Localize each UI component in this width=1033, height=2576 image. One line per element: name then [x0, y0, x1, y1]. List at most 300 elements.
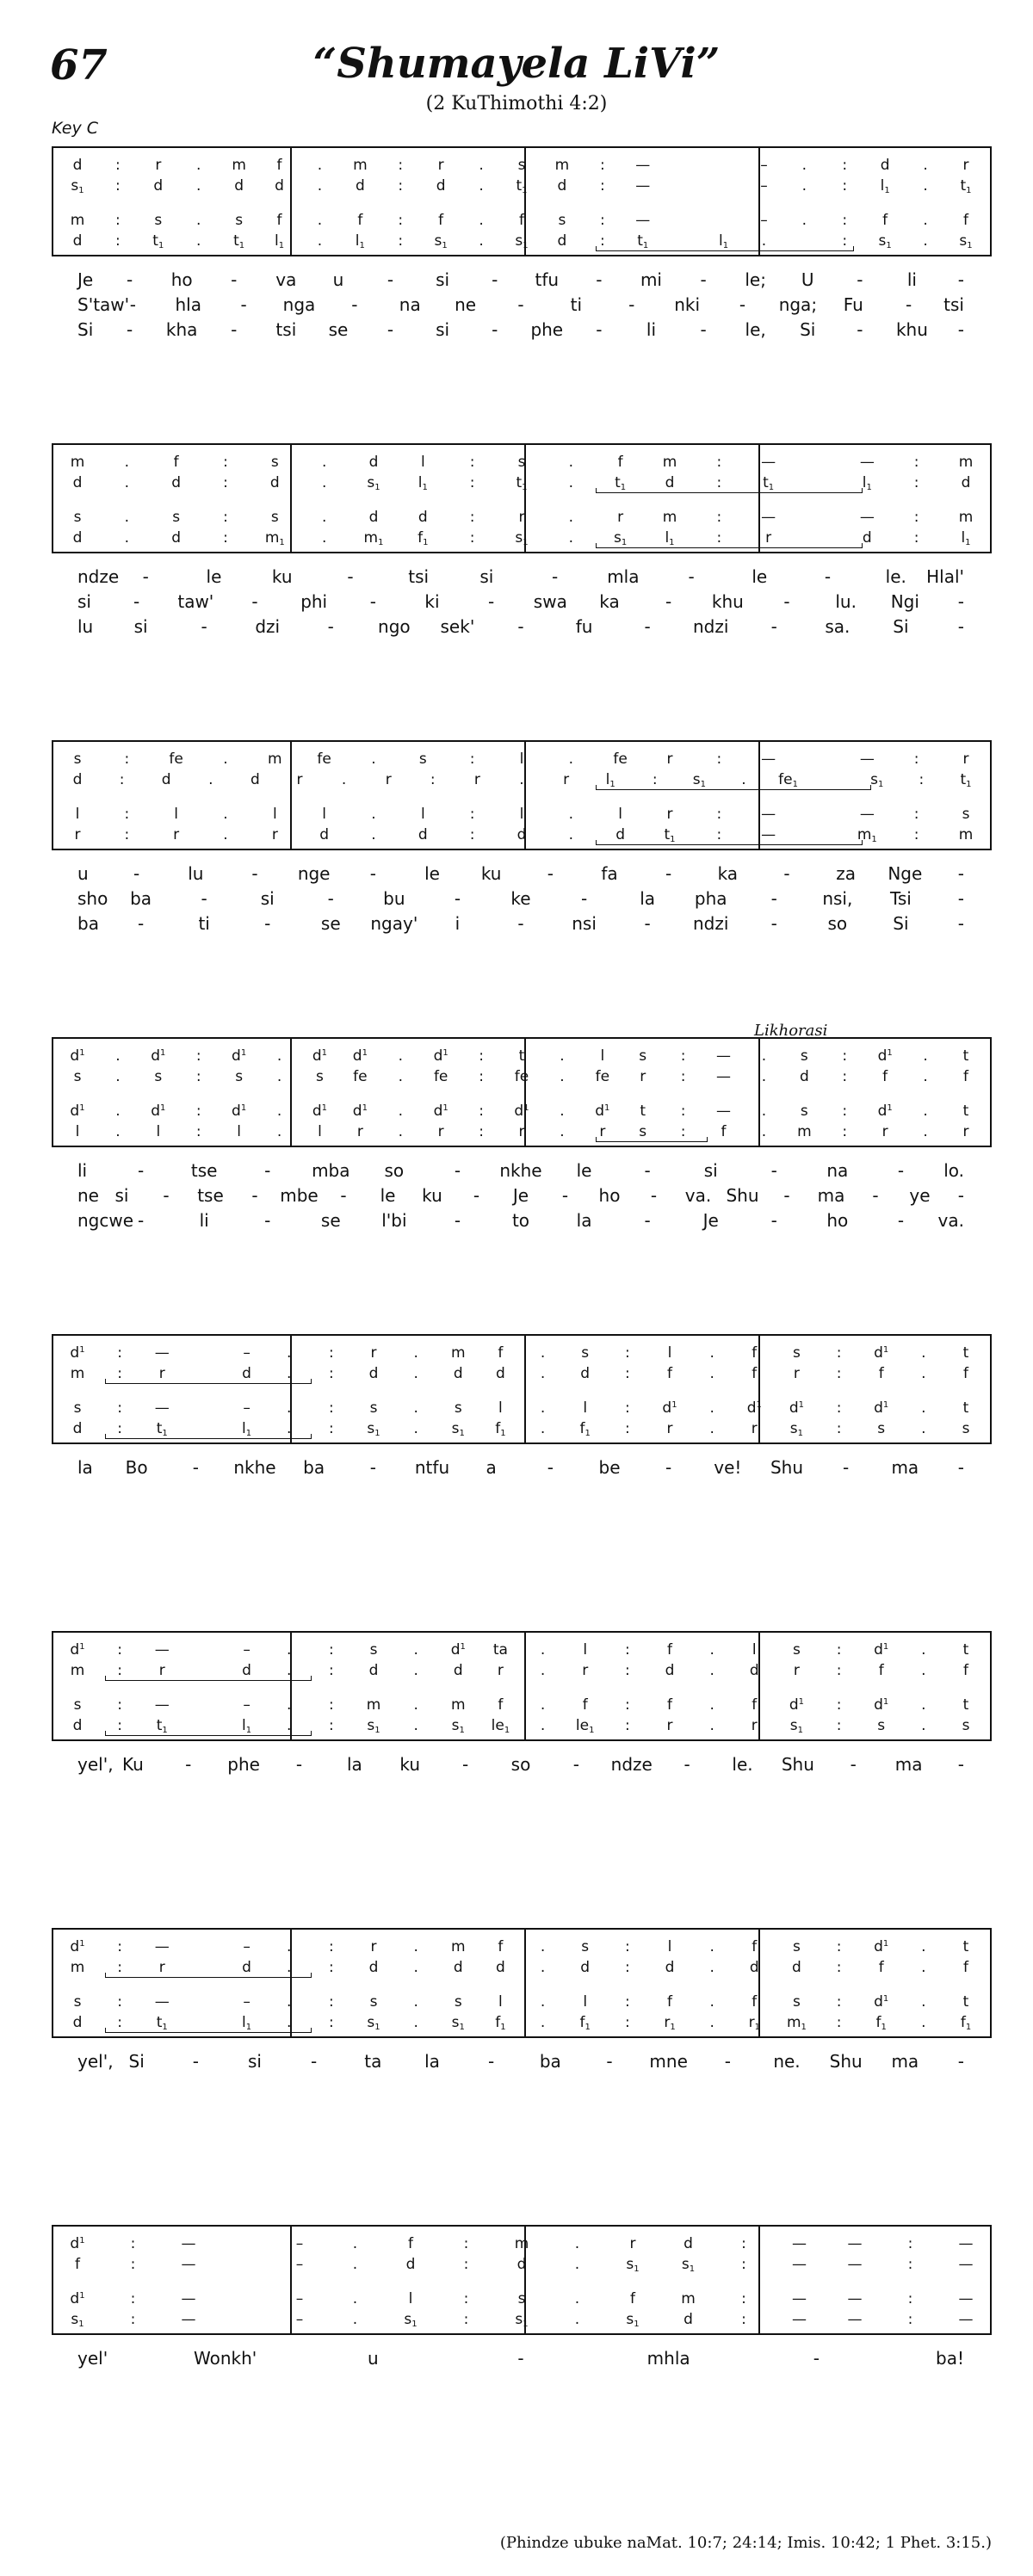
note-cell: d	[72, 2014, 83, 2031]
note-cell: :	[398, 212, 404, 229]
lyric-syllable: -	[251, 863, 258, 884]
note-cell: s	[369, 1993, 378, 2011]
note-cell: .	[568, 509, 574, 526]
note-cell: .	[761, 1068, 767, 1085]
note-cell: d	[418, 509, 428, 526]
note-cell: .	[413, 1365, 418, 1382]
note-cell: f	[963, 1068, 968, 1085]
note-cell: :	[599, 212, 605, 229]
note-cell: .	[540, 1696, 546, 1714]
note-cell: .	[413, 1959, 418, 1976]
lyric-syllable: -	[133, 863, 140, 884]
note-cell: .	[371, 826, 376, 843]
voice-row-3	[53, 1993, 990, 2011]
note-cell: .	[709, 1938, 714, 1955]
note-cell: $d^1$	[874, 1993, 889, 2011]
note-cell: f	[408, 2235, 413, 2252]
lyric-syllable: -	[185, 1754, 192, 1775]
note-cell: d	[72, 1717, 83, 1734]
note-cell: r	[158, 1365, 165, 1382]
note-cell: l	[752, 1641, 757, 1659]
note-cell: :	[328, 1696, 334, 1714]
note-cell: .	[568, 751, 574, 768]
note-cell: .	[352, 2256, 358, 2273]
note-cell: s	[792, 1344, 801, 1362]
note-cell: d	[242, 1959, 251, 1976]
note-cell: d	[792, 1959, 801, 1976]
lyric-syllable: -	[724, 2051, 731, 2072]
note-cell: t	[962, 1047, 969, 1065]
note-cell: $d^1$	[874, 1399, 889, 1417]
note-cell: $t_1$	[763, 474, 775, 492]
note-cell: :	[836, 2014, 842, 2031]
note-cell: —	[154, 1696, 170, 1714]
note-cell: m	[70, 212, 85, 229]
note-cell: .	[574, 2256, 580, 2273]
lyric-syllable: ho	[598, 1185, 621, 1206]
note-cell: .	[709, 1365, 714, 1382]
lyric-syllable: -	[231, 269, 238, 290]
note-cell: d	[453, 1365, 463, 1382]
lyric-syllable: -	[201, 616, 207, 637]
note-cell: r	[437, 157, 444, 174]
lyric-syllable: yel',	[77, 2051, 114, 2072]
song-number: 67	[50, 41, 108, 90]
note-cell: $s_1$	[367, 2014, 380, 2032]
note-cell: .	[223, 806, 228, 823]
note-cell: :	[223, 474, 228, 491]
note-cell: .	[398, 1047, 403, 1065]
note-cell: $f_1$	[960, 2014, 972, 2032]
note-cell: :	[624, 1399, 630, 1417]
lyric-syllable: -	[340, 1185, 347, 1206]
note-cell: :	[328, 1641, 334, 1659]
note-cell: .	[287, 1938, 292, 1955]
lyric-syllable: se	[328, 319, 349, 340]
lyric-syllable: -	[347, 566, 354, 587]
note-cell: :	[469, 806, 475, 823]
note-cell: s	[369, 1641, 378, 1659]
note-cell: .	[923, 212, 928, 229]
lyric-syllable: ba	[130, 888, 152, 909]
note-cell: s	[73, 751, 82, 768]
lyric-syllable: -	[492, 269, 498, 290]
lyric-syllable: -	[783, 591, 790, 612]
note-cell: r	[793, 1662, 800, 1679]
note-cell: r	[962, 1123, 969, 1140]
note-cell: d	[72, 157, 83, 174]
note-cell: .	[761, 1047, 767, 1065]
lyric-syllable: phi	[300, 591, 328, 612]
voice-row-4	[53, 2014, 990, 2031]
note-cell: :	[117, 1420, 122, 1437]
note-cell: $s_1$	[451, 2014, 465, 2032]
lyric-syllable: -	[201, 888, 207, 909]
music-system-8	[52, 2225, 992, 2335]
note-cell: $t_1$	[664, 826, 676, 844]
note-cell: —	[958, 2256, 974, 2273]
note-cell: f	[752, 1938, 758, 1955]
note-cell: r	[563, 771, 570, 788]
slur-line	[105, 1383, 312, 1384]
note-cell: f	[963, 1662, 968, 1679]
note-cell: fe	[613, 751, 628, 768]
note-cell: s	[154, 1068, 163, 1085]
note-cell: .	[761, 232, 767, 250]
note-cell: .	[801, 177, 807, 195]
note-cell: —	[859, 454, 875, 471]
note-cell: f	[276, 212, 282, 229]
note-cell: :	[836, 1420, 842, 1437]
note-cell: —	[958, 2311, 974, 2328]
note-cell: $s_1$	[451, 1420, 465, 1438]
note-cell: f	[963, 1959, 968, 1976]
voice-row-4	[53, 2311, 990, 2328]
note-cell: .	[921, 2014, 926, 2031]
note-cell: .	[921, 1399, 926, 1417]
footer-references: (Phindze ubuke naMat. 10:7; 24:14; Imis. 10:42; 1 Phet. 3:15.)	[499, 2534, 992, 2552]
note-cell: .	[709, 1399, 714, 1417]
lyric-syllable: -	[957, 1457, 964, 1478]
note-cell: —	[761, 826, 776, 843]
note-cell: f	[582, 1696, 588, 1714]
note-cell: f	[667, 1696, 672, 1714]
note-cell: –	[295, 2256, 304, 2273]
note-cell: :	[716, 529, 722, 547]
note-cell: .	[921, 1938, 926, 1955]
lyric-syllable: la	[576, 1210, 592, 1231]
lyric-syllable: yel'	[77, 2348, 108, 2369]
lyric-syllable: ndzi	[692, 913, 729, 934]
note-cell: :	[716, 454, 722, 471]
lyric-syllable: dzi	[255, 616, 281, 637]
note-cell: :	[913, 474, 919, 491]
note-cell: s	[962, 1717, 970, 1734]
note-cell: s	[454, 1993, 462, 2011]
chorus-label: Likhorasi	[754, 1022, 828, 1040]
note-cell: :	[469, 529, 475, 547]
note-cell: s	[454, 1399, 462, 1417]
lyric-syllable: -	[906, 294, 912, 315]
lyric-syllable: phe	[530, 319, 564, 340]
lyric-syllable: nsi	[572, 913, 597, 934]
note-cell: t	[962, 1993, 969, 2011]
note-cell: .	[276, 1068, 282, 1085]
note-cell: f	[617, 454, 623, 471]
note-cell: —	[761, 454, 776, 471]
note-cell: s	[800, 1103, 808, 1120]
lyric-line-1	[52, 1753, 992, 1776]
note-cell: $s_1$	[614, 529, 628, 547]
voice-row-3	[53, 806, 990, 823]
note-cell: m	[554, 157, 570, 174]
lyric-syllable: i	[455, 913, 461, 934]
note-cell: s	[73, 509, 82, 526]
note-cell: :	[115, 232, 121, 250]
note-cell: f	[667, 1641, 672, 1659]
note-cell: f	[752, 1365, 758, 1382]
note-cell: d	[453, 1959, 463, 1976]
note-cell: f	[498, 1344, 504, 1362]
note-cell: s	[172, 509, 181, 526]
note-cell: s	[316, 1068, 324, 1085]
note-cell: :	[842, 212, 848, 229]
note-cell: .	[413, 2014, 418, 2031]
note-cell: :	[652, 771, 658, 788]
note-cell: .	[923, 177, 928, 195]
lyric-syllable: -	[770, 913, 777, 934]
slur-line	[596, 492, 863, 493]
note-cell: .	[709, 1696, 714, 1714]
note-cell: –	[295, 2290, 304, 2307]
note-cell: .	[208, 771, 213, 788]
note-cell: s	[581, 1344, 590, 1362]
note-cell: f	[438, 212, 444, 229]
voice-row-4	[53, 826, 990, 843]
note-cell: :	[907, 2290, 913, 2307]
lyric-syllable: -	[192, 1457, 199, 1478]
lyric-syllable: ne.	[773, 2051, 801, 2072]
voice-row-2	[53, 474, 990, 491]
note-cell: .	[276, 1047, 282, 1065]
note-cell: .	[413, 1420, 418, 1437]
song-title: “Shumayela LiVi”	[312, 40, 721, 88]
note-cell: :	[599, 177, 605, 195]
note-cell: .	[923, 1103, 928, 1120]
lyric-syllable: S'taw'	[77, 294, 130, 315]
voice-row-1	[53, 1344, 990, 1362]
note-cell: l	[667, 1344, 672, 1362]
note-cell: $t_1$	[152, 232, 164, 250]
note-cell: .	[761, 1123, 767, 1140]
note-cell: :	[398, 232, 404, 250]
note-cell: .	[196, 232, 201, 250]
note-cell: $r_1$	[748, 2014, 760, 2032]
lyric-syllable: ku	[480, 863, 502, 884]
lyric-syllable: -	[770, 1210, 777, 1231]
lyric-syllable: ma	[891, 2051, 919, 2072]
note-cell: $d^1$	[789, 1399, 804, 1417]
voice-row-1	[53, 1641, 990, 1659]
lyric-syllable: ku	[399, 1754, 421, 1775]
lyric-syllable: sek'	[440, 616, 475, 637]
note-cell: .	[540, 1959, 546, 1976]
lyric-syllable: ba!	[936, 2348, 964, 2369]
note-cell: .	[321, 454, 327, 471]
note-cell: :	[117, 1344, 122, 1362]
note-cell: l	[318, 1123, 322, 1140]
note-cell: :	[195, 1068, 201, 1085]
note-cell: .	[287, 1344, 292, 1362]
note-cell: .	[287, 1641, 292, 1659]
voice-row-2	[53, 2256, 990, 2273]
note-cell: f	[667, 1993, 672, 2011]
note-cell: l	[75, 806, 80, 823]
note-cell: $s_1$	[692, 771, 706, 789]
note-cell: $d^1$	[70, 1103, 85, 1120]
note-cell: d	[749, 1662, 759, 1679]
music-system-2	[52, 443, 992, 553]
note-cell: f	[878, 1662, 884, 1679]
note-cell: $d^1$	[151, 1047, 166, 1065]
note-cell: —	[958, 2235, 974, 2252]
lyric-syllable: ke	[510, 888, 531, 909]
lyric-line-1	[52, 1456, 992, 1479]
lyric-syllable: u	[332, 269, 344, 290]
note-cell: .	[923, 157, 928, 174]
note-cell: —	[181, 2235, 196, 2252]
lyric-syllable: -	[126, 319, 133, 340]
lyric-syllable: -	[957, 2051, 964, 2072]
note-cell: .	[568, 826, 574, 843]
lyric-syllable: -	[572, 1754, 579, 1775]
note-cell: :	[469, 454, 475, 471]
note-cell: —	[792, 2311, 807, 2328]
note-cell: $s_1$	[870, 771, 884, 789]
lyric-syllable: nkhe	[233, 1457, 276, 1478]
note-cell: :	[124, 751, 130, 768]
note-cell: :	[907, 2311, 913, 2328]
note-cell: $d^1$	[874, 1344, 889, 1362]
lyric-syllable: -	[957, 888, 964, 909]
note-cell: $d^1$	[595, 1103, 610, 1120]
note-cell: $d^1$	[662, 1399, 677, 1417]
note-cell: :	[913, 454, 919, 471]
note-cell: .	[124, 509, 130, 526]
note-cell: $s_1$	[626, 2256, 640, 2274]
note-cell: —	[716, 1103, 732, 1120]
lyric-syllable: ndzi	[692, 616, 729, 637]
note-cell: .	[923, 1068, 928, 1085]
note-cell: :	[716, 474, 722, 491]
note-cell: fe	[595, 1068, 610, 1085]
note-cell: s	[517, 454, 526, 471]
note-cell: t	[640, 1103, 646, 1120]
lyric-syllable: -	[770, 888, 777, 909]
note-cell: f	[752, 1993, 758, 2011]
note-cell: $l_1$	[665, 529, 675, 547]
note-cell: .	[196, 212, 201, 229]
note-cell: .	[560, 1123, 565, 1140]
note-cell: .	[287, 1993, 292, 2011]
note-cell: d	[580, 1365, 591, 1382]
note-cell: :	[195, 1123, 201, 1140]
lyric-syllable: bu	[383, 888, 405, 909]
lyric-syllable: -	[387, 269, 394, 290]
note-cell: :	[463, 2235, 469, 2252]
lyric-syllable: ndze	[610, 1754, 653, 1775]
lyric-syllable: la	[346, 1754, 362, 1775]
note-cell: m	[451, 1938, 466, 1955]
music-system-3	[52, 740, 992, 850]
lyric-syllable: li	[199, 1210, 209, 1231]
note-cell: $s_1$	[515, 529, 529, 547]
note-cell: $d^1$	[352, 1103, 368, 1120]
note-cell: $d^1$	[746, 1399, 762, 1417]
note-cell: —	[154, 1938, 170, 1955]
note-cell: $l_1$	[961, 529, 971, 547]
note-cell: m	[70, 1959, 85, 1976]
note-cell: –	[243, 1696, 251, 1714]
note-cell: :	[716, 751, 722, 768]
lyric-syllable: Bo	[125, 1457, 148, 1478]
note-cell: :	[913, 509, 919, 526]
note-cell: $l_1$	[242, 1717, 252, 1735]
lyric-syllable: -	[327, 616, 334, 637]
lyric-syllable: -	[454, 888, 461, 909]
note-cell: t	[518, 1047, 525, 1065]
voice-row-3	[53, 1399, 990, 1417]
note-cell: m	[451, 1696, 466, 1714]
note-cell: :	[624, 1662, 630, 1679]
note-cell: .	[709, 1344, 714, 1362]
note-cell: :	[741, 2311, 746, 2328]
note-cell: :	[842, 1123, 848, 1140]
lyric-syllable: a	[486, 1457, 497, 1478]
note-cell: :	[842, 1047, 848, 1065]
lyric-syllable: u	[77, 863, 89, 884]
note-cell: t	[962, 1641, 969, 1659]
note-cell: r	[666, 806, 673, 823]
note-cell: .	[413, 1696, 418, 1714]
note-cell: .	[574, 2235, 580, 2252]
note-cell: r	[158, 1959, 165, 1976]
note-cell: :	[328, 1717, 334, 1734]
note-cell: $l_1$	[242, 1420, 252, 1438]
note-cell: .	[321, 529, 327, 547]
lyric-syllable: khu	[895, 319, 928, 340]
note-cell: :	[680, 1123, 686, 1140]
lyric-syllable: -	[824, 566, 832, 587]
note-cell: s	[270, 509, 279, 526]
note-cell: d	[234, 177, 244, 195]
note-cell: .	[479, 212, 484, 229]
note-cell: :	[836, 1938, 842, 1955]
note-cell: :	[223, 454, 228, 471]
note-cell: .	[709, 1717, 714, 1734]
lyric-syllable: le	[424, 863, 440, 884]
note-cell: s	[877, 1420, 886, 1437]
note-cell: d	[516, 826, 527, 843]
lyric-syllable: -	[644, 1210, 651, 1231]
note-cell: .	[287, 1420, 292, 1437]
note-cell: $d^1$	[312, 1103, 328, 1120]
note-cell: $d^1$	[433, 1103, 448, 1120]
lyric-syllable: le	[576, 1160, 592, 1181]
note-cell: m	[232, 157, 246, 174]
note-cell: $t_1$	[156, 1420, 168, 1438]
lyric-syllable: nge	[297, 863, 331, 884]
note-cell: .	[371, 751, 376, 768]
note-cell: :	[716, 509, 722, 526]
note-cell: l	[237, 1123, 241, 1140]
voice-row-2	[53, 1662, 990, 1679]
note-cell: .	[921, 1641, 926, 1659]
note-cell: .	[741, 771, 746, 788]
note-cell: r	[74, 826, 81, 843]
note-cell: :	[836, 1959, 842, 1976]
note-cell: m	[353, 157, 368, 174]
note-cell: .	[709, 1662, 714, 1679]
slur-line	[105, 2032, 312, 2033]
lyric-syllable: va.	[937, 1210, 964, 1231]
lyric-syllable: so	[827, 913, 848, 934]
lyric-syllable: swa	[533, 591, 567, 612]
note-cell: :	[328, 1938, 334, 1955]
note-cell: :	[119, 771, 125, 788]
lyric-syllable: -	[387, 319, 394, 340]
lyric-syllable: mi	[640, 269, 662, 290]
